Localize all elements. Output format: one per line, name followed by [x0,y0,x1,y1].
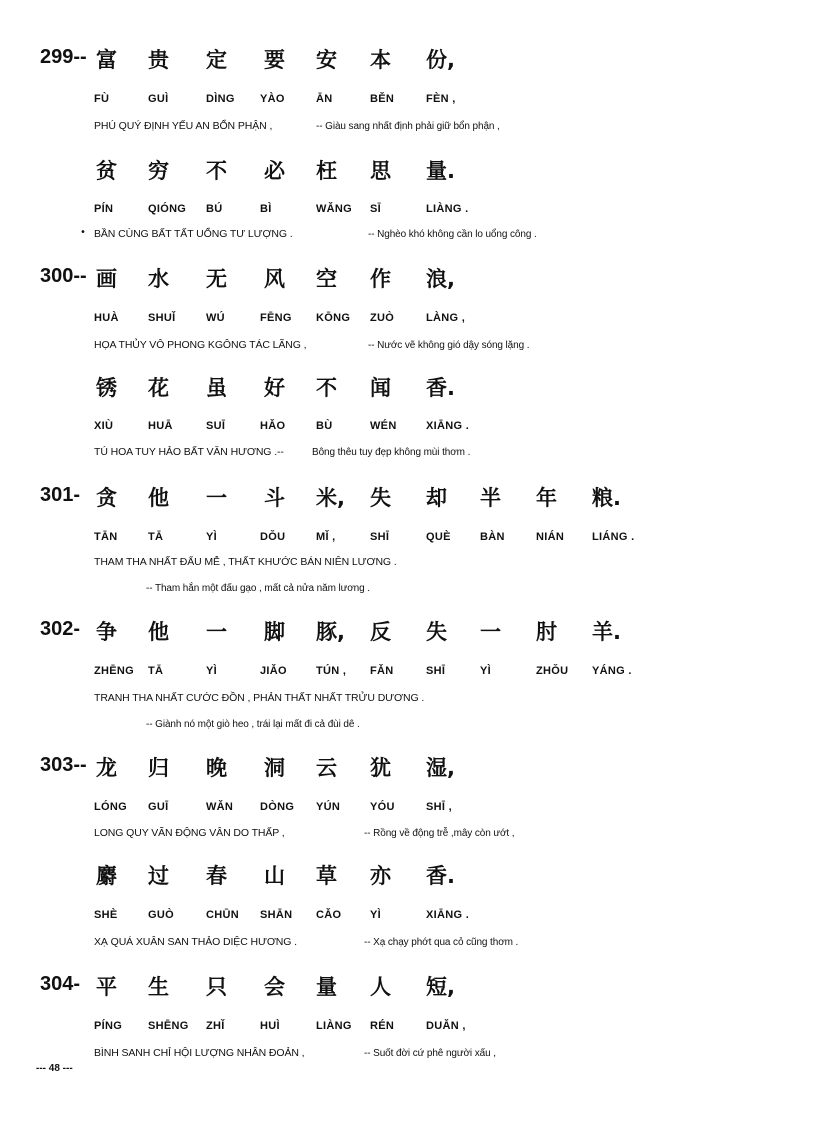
pinyin-syllable: YÚN [316,801,341,813]
pinyin-syllable: YÌ [480,665,491,677]
hanzi-char: 失 [370,486,391,510]
hanzi-char: 人 [370,975,391,999]
pinyin-syllable: HUÀ [94,312,119,324]
pinyin-syllable: YÌ [370,909,381,921]
hanzi-char: 湿, [426,756,455,780]
bullet-mark: • [80,227,86,238]
pinyin-syllable: GUÌ [148,93,169,105]
pinyin-syllable: WÉN [370,420,397,432]
hanzi-char: 空 [316,267,337,291]
pinyin-syllable: NIÁN [536,531,565,543]
hanzi-char: 平 [96,975,117,999]
entry-number: 301- [40,484,81,506]
hanzi-char: 一 [206,486,227,510]
pinyin-syllable: FÈN , [426,93,456,105]
hanzi-char: 只 [206,975,227,999]
page-number: --- 48 --- [36,1063,73,1074]
hanzi-char: 闻 [370,376,391,400]
entry-number: 303-- [40,754,87,776]
hanzi-char: 生 [148,975,169,999]
pinyin-syllable: DǑU [260,531,286,543]
pinyin-syllable: ZHĒNG [94,665,134,677]
pinyin-syllable: SUĪ [206,420,226,432]
pinyin-syllable: TĀN [94,531,118,543]
hanzi-char: 穷 [148,159,169,183]
hanzi-char: 脚 [264,620,285,644]
hanzi-char: 要 [264,48,285,72]
vietnamese-translation: -- Suốt đời cứ phê người xấu , [364,1048,496,1059]
pinyin-syllable: LÀNG , [426,312,466,324]
pinyin-syllable: RÉN [370,1020,395,1032]
pinyin-syllable: XIÙ [94,420,114,432]
pinyin-syllable: SĪ [370,203,381,215]
pinyin-syllable: YÌ [206,665,217,677]
hanzi-char: 一 [480,620,501,644]
pinyin-syllable: HǍO [260,420,286,432]
pinyin-syllable: BÌ [260,203,272,215]
hanzi-char: 会 [264,975,285,999]
hanzi-char: 他 [148,486,169,510]
pinyin-syllable: BĚN [370,93,395,105]
hanzi-char: 必 [264,159,285,183]
hanzi-char: 好 [264,376,285,400]
hanzi-char: 量 [316,975,337,999]
hanzi-char: 贵 [148,48,169,72]
hanzi-char: 虽 [206,376,227,400]
pinyin-syllable: CǍO [316,909,342,921]
hanzi-char: 份, [426,48,455,72]
entry-number: 302- [40,618,81,640]
pinyin-syllable: WǍN [206,801,234,813]
hanviet-reading: TRANH THA NHẤT CƯỚC ĐỒN , PHẢN THẤT NHẤT TRỬU DƯƠNG . [94,692,425,704]
vietnamese-translation: -- Nước vẽ không gió dậy sóng lặng . [368,340,530,351]
hanzi-char: 浪, [426,267,455,291]
pinyin-syllable: DÒNG [260,801,295,813]
pinyin-syllable: FÙ [94,93,110,105]
pinyin-syllable: TÚN , [316,665,347,677]
pinyin-syllable: ZHǑU [536,665,569,677]
pinyin-syllable: KŌNG [316,312,351,324]
hanzi-char: 量. [426,159,455,183]
hanzi-char: 安 [316,48,337,72]
hanzi-char: 龙 [96,756,117,780]
hanzi-char: 云 [316,756,337,780]
pinyin-syllable: SHÈ [94,909,118,921]
pinyin-syllable: BÚ [206,203,223,215]
hanzi-char: 水 [148,267,169,291]
hanzi-char: 斗 [264,486,285,510]
hanzi-char: 一 [206,620,227,644]
vietnamese-translation: -- Tham hắn một đấu gạo , mất cả nửa năm lương . [146,583,370,594]
pinyin-syllable: LIÁNG . [592,531,635,543]
hanzi-char: 贫 [96,159,117,183]
hanzi-char: 富 [96,48,117,72]
pinyin-syllable: YÌ [206,531,217,543]
hanviet-reading: THAM THA NHẤT ĐẨU MỄ , THẤT KHƯỚC BÁN NIÊN LƯƠNG . [94,556,397,568]
hanzi-char: 风 [264,267,285,291]
vietnamese-translation: -- Nghèo khó không cần lo uổng công . [368,229,537,240]
pinyin-syllable: SHUǏ [148,312,176,324]
hanzi-char: 过 [148,864,169,888]
pinyin-syllable: YÀO [260,93,285,105]
hanzi-char: 亦 [370,864,391,888]
hanzi-char: 定 [206,48,227,72]
hanviet-reading: HỌA THỦY VÔ PHONG KGÔNG TÁC LÃNG , [94,339,307,351]
hanzi-char: 失 [426,620,447,644]
hanzi-char: 画 [96,267,117,291]
hanzi-char: 锈 [96,376,117,400]
hanzi-char: 洞 [264,756,285,780]
pinyin-syllable: SHĪ , [426,801,452,813]
hanzi-char: 草 [316,864,337,888]
pinyin-syllable: XIĀNG . [426,420,470,432]
pinyin-syllable: JIǍO [260,665,287,677]
pinyin-syllable: QUÈ [426,531,451,543]
vietnamese-translation: -- Xạ chạy phớt qua cỏ cũng thơm . [364,937,519,948]
hanzi-char: 年 [536,486,557,510]
hanzi-char: 不 [206,159,227,183]
hanzi-char: 贪 [96,486,117,510]
pinyin-syllable: FĒNG [260,312,292,324]
hanviet-reading: TÚ HOA TUY HẢO BẤT VĂN HƯƠNG .-- [94,446,284,458]
pinyin-syllable: YÓU [370,801,395,813]
pinyin-syllable: HUÌ [260,1020,280,1032]
hanzi-char: 思 [370,159,391,183]
pinyin-syllable: SHĪ [370,531,390,543]
pinyin-syllable: HUĀ [148,420,173,432]
pinyin-syllable: XIĀNG . [426,909,470,921]
hanzi-char: 半 [480,486,501,510]
pinyin-syllable: QIÓNG [148,203,187,215]
pinyin-syllable: GUÒ [148,909,174,921]
pinyin-syllable: WǍNG [316,203,353,215]
pinyin-syllable: SHĒNG [148,1020,189,1032]
hanzi-char: 肘 [536,620,557,644]
hanzi-char: 麝 [96,864,117,888]
hanzi-char: 他 [148,620,169,644]
pinyin-syllable: BÙ [316,420,333,432]
hanviet-reading: BÌNH SANH CHỈ HỘI LƯỢNG NHÂN ĐOẢN , [94,1047,305,1059]
pinyin-syllable: ZUÒ [370,312,395,324]
pinyin-syllable: ĀN [316,93,333,105]
pinyin-syllable: BÀN [480,531,505,543]
hanzi-char: 作 [370,267,391,291]
pinyin-syllable: SHĪ [426,665,446,677]
hanviet-reading: BẦN CÙNG BẤT TẤT UỔNG TƯ LƯỢNG . [94,228,293,240]
pinyin-syllable: LÓNG [94,801,127,813]
hanviet-reading: PHÚ QUÝ ĐỊNH YẾU AN BỔN PHẬN , [94,120,273,132]
pinyin-syllable: LIÀNG [316,1020,352,1032]
pinyin-syllable: SHĀN [260,909,293,921]
pinyin-syllable: GUĪ [148,801,169,813]
pinyin-syllable: PÍN [94,203,114,215]
hanzi-char: 羊. [592,620,621,644]
hanzi-char: 豚, [316,620,345,644]
pinyin-syllable: ZHǏ [206,1020,225,1032]
pinyin-syllable: DUǍN , [426,1020,466,1032]
vietnamese-translation: -- Rồng về động trễ ,mây còn ướt , [364,828,515,839]
entry-number: 304- [40,973,81,995]
hanviet-reading: XẠ QUÁ XUÂN SAN THẢO DIỆC HƯƠNG . [94,936,297,948]
hanzi-char: 香. [426,864,455,888]
hanzi-char: 粮. [592,486,621,510]
pinyin-syllable: CHŪN [206,909,239,921]
pinyin-syllable: DÌNG [206,93,235,105]
hanzi-char: 香. [426,376,455,400]
pinyin-syllable: TĀ [148,531,164,543]
hanzi-char: 不 [316,376,337,400]
pinyin-syllable: MǏ , [316,531,336,543]
hanzi-char: 短, [426,975,455,999]
vietnamese-translation: -- Giàu sang nhất định phải giữ bổn phận , [316,121,500,132]
pinyin-syllable: YÁNG . [592,665,632,677]
hanzi-char: 归 [148,756,169,780]
vietnamese-translation: -- Giành nó một giò heo , trái lại mất đi cả đùi dê . [146,719,360,730]
hanzi-char: 枉 [316,159,337,183]
hanzi-char: 晚 [206,756,227,780]
entry-number: 299-- [40,46,87,68]
hanzi-char: 春 [206,864,227,888]
hanzi-char: 犹 [370,756,391,780]
pinyin-syllable: LIÀNG . [426,203,469,215]
hanzi-char: 山 [264,864,285,888]
hanzi-char: 本 [370,48,391,72]
hanzi-char: 花 [148,376,169,400]
pinyin-syllable: WÚ [206,312,225,324]
hanzi-char: 米, [316,486,345,510]
hanviet-reading: LONG QUY VÃN ĐỘNG VÂN DO THẤP , [94,827,285,839]
pinyin-syllable: FǍN [370,665,394,677]
hanzi-char: 反 [370,620,391,644]
pinyin-syllable: PÍNG [94,1020,123,1032]
pinyin-syllable: TĀ [148,665,164,677]
vietnamese-translation: Bông thêu tuy đẹp không mùi thơm . [312,447,471,458]
hanzi-char: 无 [206,267,227,291]
hanzi-char: 争 [96,620,117,644]
hanzi-char: 却 [426,486,447,510]
entry-number: 300-- [40,265,87,287]
